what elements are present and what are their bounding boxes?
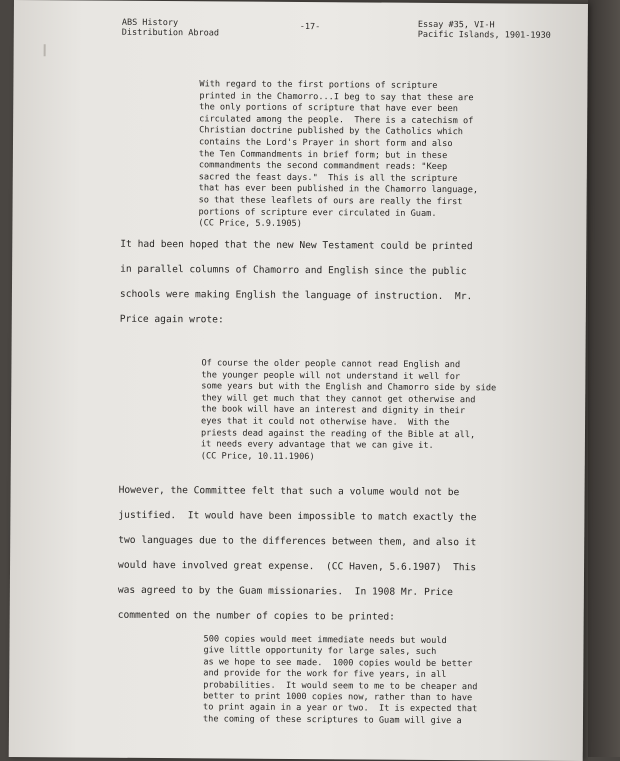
header-right-line: Pacific Islands, 1901-1930 (417, 29, 551, 41)
desk-background (588, 0, 620, 757)
body-line: It had been hoped that the new New Testament could be printed (120, 238, 473, 253)
quote-line: so that these leaflets of ours are really the first (198, 195, 463, 208)
block-quote-2 (201, 358, 497, 464)
quote-line: that has ever been published in the Chamorro language, (198, 183, 479, 196)
header-left-line: ABS History (121, 17, 179, 29)
quote-line: better to print 1000 copies now, rather than to have (203, 691, 473, 704)
quote-line: With regard to the first portions of scripture (199, 79, 438, 91)
quote-line: the only portions of scripture that have ever been (199, 102, 458, 115)
body-line: Price again wrote: (119, 313, 224, 326)
quote-line: the Ten Commandments in brief form; but in these (198, 148, 448, 161)
quote-line: 500 copies would meet immediate needs but would (203, 634, 447, 647)
body-line: schools were making English the language of instruction. Mr. (119, 288, 473, 303)
quote-line: they will get much that they cannot get otherwise and (201, 393, 476, 406)
quote-citation: (CC Price, 10.11.1906) (200, 451, 315, 462)
margin-mark (44, 44, 46, 56)
header-right (418, 20, 551, 41)
page-number: -17- (299, 21, 321, 33)
body-line: was agreed to by the Guam missionaries. In 1908 Mr. Price (117, 584, 453, 599)
header-right-line: Essay #35, VI-H (417, 19, 495, 31)
quote-line: printed in the Chamorro...I beg to say that these are (199, 90, 474, 103)
quote-line: eyes that it could not otherwise have. With the (201, 416, 450, 429)
body-line: However, the Committee felt that such a volume would not be (118, 484, 460, 499)
quote-line: the coming of these scriptures to Guam will give a (202, 714, 462, 726)
quote-line: circulated among the people. There is a catechism of (199, 114, 474, 126)
quote-line: commandments the second commandment reads: "Keep (198, 160, 448, 173)
quote-line: priests dead against the reading of the Bible at all, (200, 427, 476, 440)
quote-line: probabilities. It would seem to me to be cheaper and (203, 679, 478, 692)
quote-line: and provide for the work for five years, in all (203, 668, 447, 681)
quote-line: portions of scripture ever circulated in Guam. (198, 206, 437, 219)
quote-line: give little opportunity for large sales, such (203, 645, 437, 658)
quote-line: to print again in a year or two. It is expected that (203, 702, 478, 715)
quote-line: contains the Lord's Prayer in short form and also (198, 137, 453, 150)
document-page (9, 0, 588, 761)
quote-citation: (CC Price, 5.9.1905) (198, 218, 302, 230)
body-line: in parallel columns of Chamorro and English since the public (120, 263, 467, 278)
header-left-line: Distribution Abroad (121, 27, 220, 39)
body-line: justified. It would have been impossible to match exactly the (118, 509, 477, 524)
quote-line: the younger people will not understand it well for (201, 369, 461, 382)
quote-line: as we hope to see made. 1000 copies would be better (203, 657, 473, 670)
header-left (122, 18, 219, 39)
block-quote-1 (198, 79, 478, 232)
quote-line: Christian doctrine published by the Catholics which (199, 125, 463, 138)
block-quote-3 (203, 634, 478, 727)
body-line: would have involved great expense. (CC Haven, 5.6.1907) This (118, 559, 477, 574)
body-line: two languages due to the differences between them, and also it (118, 534, 477, 549)
quote-line: the book will have an interest and dignity in their (201, 404, 466, 417)
quote-line: Of course the older people cannot read English and (201, 358, 461, 371)
body-line: commented on the number of copies to be printed: (117, 609, 395, 623)
quote-line: it needs every advantage that we can give it. (200, 439, 434, 452)
quote-line: sacred the feast days." This is all the scripture (198, 172, 458, 184)
quote-line: some years but with the English and Chamorro side by side (201, 381, 497, 394)
